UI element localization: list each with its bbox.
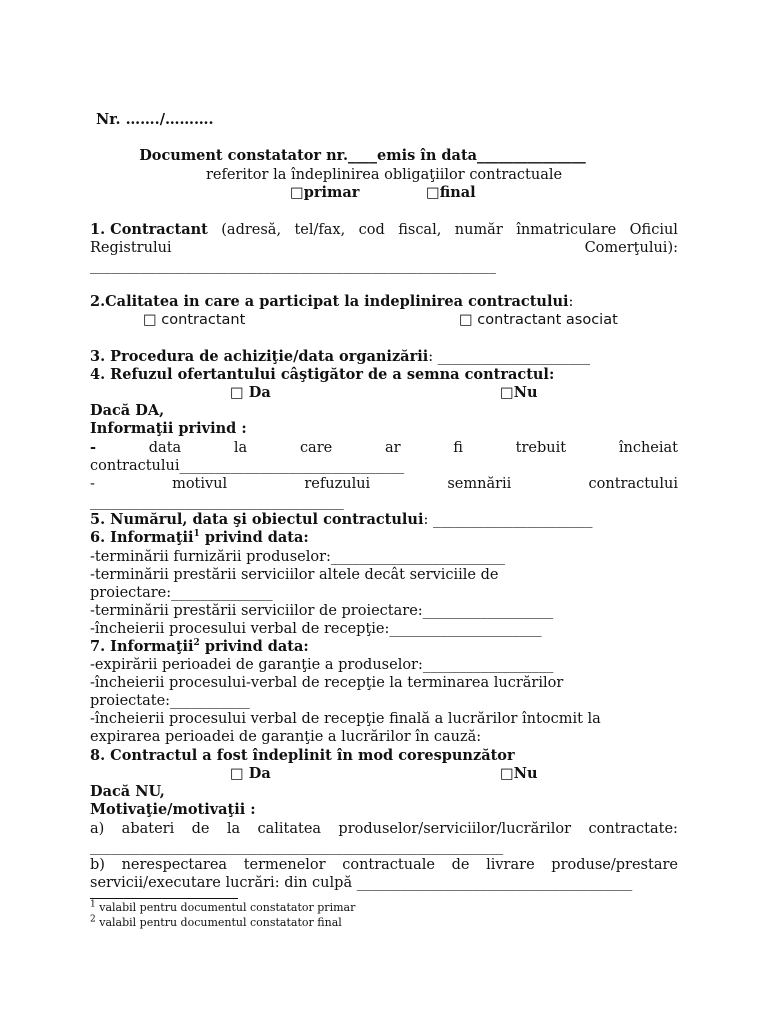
procedure-field[interactable]: : _____________________ (428, 349, 590, 365)
word: la (226, 821, 241, 837)
s6-item-furnizare[interactable]: -terminării furnizării produselor:________________________ (90, 549, 505, 565)
word: motivul (172, 476, 228, 492)
word: Comerţului): (584, 240, 678, 256)
section-2-label: 2.Calitatea in care a participat la indeplinirea contractului (90, 293, 569, 310)
section-4-title: 4. Refuzul ofertantului câştigător de a semna contractul: (90, 366, 555, 383)
section-6-label-end: privind data: (199, 529, 309, 546)
word: b) (90, 857, 105, 873)
indeplinit-nu-checkbox[interactable]: □Nu (500, 765, 538, 782)
section-3 (90, 348, 678, 366)
s6-item-servicii: -terminării prestării serviciilor altele decât serviciile de (90, 567, 499, 583)
section-2-title (90, 293, 678, 311)
word: produse/prestare (551, 857, 678, 873)
section-1-line1 (90, 221, 678, 239)
section-5-label: 5. Numărul, data şi obiectul contractului (90, 511, 424, 528)
s7-item-receptie-finala: -încheierii procesului verbal de recepţie finală a lucrărilor întocmit la (90, 711, 601, 727)
daca-da-label: Dacă DA, (90, 402, 165, 419)
footnote-2-mark: 2 (90, 914, 96, 925)
section-1-title: 1. Contractant (90, 221, 208, 238)
word: produselor/serviciilor/lucrărilor (338, 821, 572, 837)
word: fi (453, 440, 463, 456)
abateri-field[interactable]: _________________________________________________________ (90, 839, 504, 855)
footnote-ref-1: 1 (193, 529, 200, 540)
word: nerespectarea (121, 857, 228, 873)
refuz-da-checkbox[interactable]: □ Da (230, 384, 271, 401)
s7-item-lucrari: -încheierii procesului-verbal de recepţie la terminarea lucrărilor (90, 675, 564, 691)
s6-item-proiectare[interactable]: -terminării prestării serviciilor de proiectare:__________________ (90, 603, 554, 619)
word: semnării (447, 476, 512, 492)
section-7-label: 7. Informaţii (90, 638, 194, 655)
word: Oficiul (629, 222, 678, 238)
section-5 (90, 511, 678, 529)
section-8-title: 8. Contractul a fost îndeplinit în mod corespunzător (90, 747, 515, 764)
s7-item-receptie-finala-cont: expirarea perioadei de garanţie a lucrărilor în cauză: (90, 729, 482, 745)
footnote-ref-2: 2 (193, 638, 200, 649)
refuz-nu-checkbox[interactable]: □Nu (500, 384, 538, 401)
word: abateri (121, 821, 175, 837)
document-title: Document constatator nr.____emis în data_______________ (139, 147, 586, 164)
dash: - (90, 439, 97, 456)
word: număr (454, 222, 503, 238)
s7-item-garantie[interactable]: -expirării perioadei de garanţie a produselor:__________________ (90, 657, 554, 673)
word: a) (90, 821, 105, 837)
word: tel/fax, (294, 222, 346, 238)
informatii-privind-label: Informaţii privind : (90, 420, 247, 437)
motiv-refuz-line (90, 475, 678, 493)
section-7-label-end: privind data: (199, 638, 309, 655)
word: termenelor (243, 857, 326, 873)
option-contractant[interactable]: □ contractant (143, 312, 246, 328)
word: contractate: (588, 821, 678, 837)
nerespectare-field[interactable]: servicii/executare lucrări: din culpă ______________________________________ (90, 875, 633, 891)
word: înmatriculare (516, 222, 617, 238)
motiv-refuz-field[interactable]: ___________________________________ (90, 494, 344, 510)
word: ar (384, 440, 401, 456)
section-1-line2 (90, 239, 678, 257)
word: calitatea (257, 821, 322, 837)
daca-nu-label: Dacă NU, (90, 783, 165, 800)
nerespectare-line (90, 856, 678, 874)
word: cod (358, 222, 385, 238)
word: de (191, 821, 210, 837)
word: refuzului (304, 476, 371, 492)
data-semnare-line (90, 439, 678, 457)
word: contractului (588, 476, 678, 492)
doc-type-final[interactable]: □final (426, 184, 476, 201)
word: la (233, 440, 248, 456)
s7-item-lucrari-field[interactable]: proiectate:___________ (90, 693, 250, 709)
document-number: Nr. ……./………. (96, 111, 214, 128)
abateri-line (90, 820, 678, 838)
word: data (148, 440, 182, 456)
footnote-2-text: valabil pentru documentul constatator final (95, 916, 342, 929)
contract-details-field[interactable]: : ______________________ (423, 512, 593, 528)
doc-type-primar[interactable]: □primar (290, 184, 360, 201)
data-semnare-field[interactable]: contractului_______________________________ (90, 458, 405, 474)
section-3-label: 3. Procedura de achiziţie/data organizării (90, 348, 429, 365)
word: care (299, 440, 333, 456)
section-7-title (90, 638, 678, 656)
footnote-1-text: valabil pentru documentul constatator primar (95, 901, 356, 914)
contractant-field[interactable]: ________________________________________________________ (90, 258, 496, 274)
footnote-1 (90, 901, 355, 915)
word: fiscal, (398, 222, 442, 238)
option-contractant-asociat[interactable]: □ contractant asociat (459, 312, 618, 328)
motivatie-label: Motivaţie/motivaţii : (90, 801, 256, 818)
footnote-separator (90, 898, 238, 899)
document-subtitle: referitor la îndeplinirea obligaţiilor contractuale (205, 167, 563, 183)
word: încheiat (618, 440, 678, 456)
word: livrare (486, 857, 535, 873)
colon: : (568, 294, 574, 310)
word: Registrului (90, 240, 172, 256)
indeplinit-da-checkbox[interactable]: □ Da (230, 765, 271, 782)
footnote-1-mark: 1 (90, 899, 96, 910)
s6-item-receptie[interactable]: -încheierii procesului verbal de recepţie:_____________________ (90, 621, 542, 637)
word: contractuale (342, 857, 435, 873)
s6-item-servicii-field[interactable]: proiectare:______________ (90, 585, 273, 601)
footnote-2 (90, 916, 342, 930)
section-6-label: 6. Informaţii (90, 529, 194, 546)
section-6-title (90, 529, 678, 547)
word: (adresă, (221, 222, 282, 238)
word: - (90, 476, 95, 492)
word: trebuit (515, 440, 567, 456)
word: de (451, 857, 470, 873)
